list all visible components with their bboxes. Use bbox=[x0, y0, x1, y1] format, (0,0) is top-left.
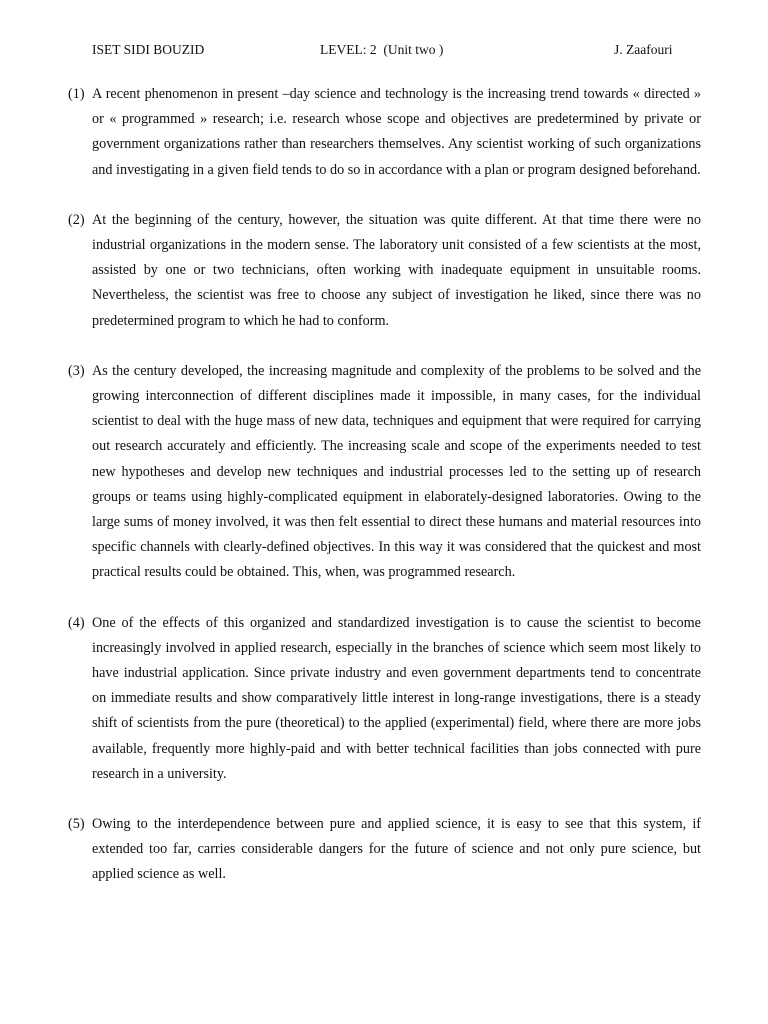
paragraph-number: (3) bbox=[68, 362, 85, 379]
paragraph-number: (1) bbox=[68, 86, 85, 102]
paragraph-1 bbox=[0, 82, 768, 183]
paragraph-text: At the beginning of the century, however, the situation was quite different. At that time there were no industrial organizations in the modern sense. The laboratory unit consisted of a few scientists at the most, assisted by one or two technicians, often working with inadequate equipment in unsuitable rooms. Nevertheless, the scientist was free to choose any subject of investigation he liked, since there was no predetermined program to which he had to conform. bbox=[92, 211, 701, 329]
header-institution: ISET SIDI BOUZID bbox=[92, 42, 205, 57]
document-body bbox=[0, 82, 768, 913]
paragraph-5 bbox=[0, 812, 768, 888]
paragraph-number: (5) bbox=[68, 816, 85, 833]
page-header bbox=[0, 42, 768, 60]
paragraph-3 bbox=[0, 359, 768, 586]
paragraph-text: A recent phenomenon in present –day science and technology is the increasing trend towards « directed » or « programmed » research; i.e. research whose scope and objectives are predetermined by private or government organizations rather than researchers themselves. Any scientist working of such organizations and investigating in a given field tends to do so in accordance with a plan or program designed beforehand. bbox=[92, 86, 701, 178]
paragraph-2 bbox=[0, 208, 768, 334]
paragraph-text: Owing to the interdependence between pure and applied science, it is easy to see that this system, if extended too far, carries considerable dangers for the future of science and not only pure science, but applied science as well. bbox=[92, 816, 701, 883]
paragraph-number: (4) bbox=[68, 614, 85, 631]
paragraph-text: One of the effects of this organized and standardized investigation is to cause the scientist to become increasingly involved in applied research, especially in the branches of science which seem most likely to have industrial application. Since private industry and even government departments tend to concentrate on immediate results and show comparatively little interest in long-range investigations, there is a steady shift of scientists from the pure (theoretical) to the applied (experimental) field, where there are more jobs available, frequently more highly-paid and with better technical facilities than jobs connected with pure research in a university. bbox=[92, 614, 701, 782]
paragraph-4 bbox=[0, 611, 768, 787]
header-author: J. Zaafouri bbox=[614, 42, 673, 57]
paragraph-number: (2) bbox=[68, 211, 85, 228]
header-level: LEVEL: 2 (Unit two ) bbox=[320, 42, 444, 57]
paragraph-text: As the century developed, the increasing magnitude and complexity of the problems to be solved and the growing interconnection of different disciplines made it impossible, in many cases, for the individual scientist to deal with the huge mass of new data, techniques and equipment that were required for carrying out research accurately and efficiently. The increasing scale and scope of the experiments needed to test new hypotheses and develop new techniques and industrial processes led to the setting up of research groups or teams using highly-complicated equipment in elaborately-designed laboratories. Owing to the large sums of money involved, it was then felt essential to direct these humans and material resources into specific channels with clearly-defined objectives. In this way it was considered that the quickest and most practical results could be obtained. This, when, was programmed research. bbox=[92, 362, 701, 581]
